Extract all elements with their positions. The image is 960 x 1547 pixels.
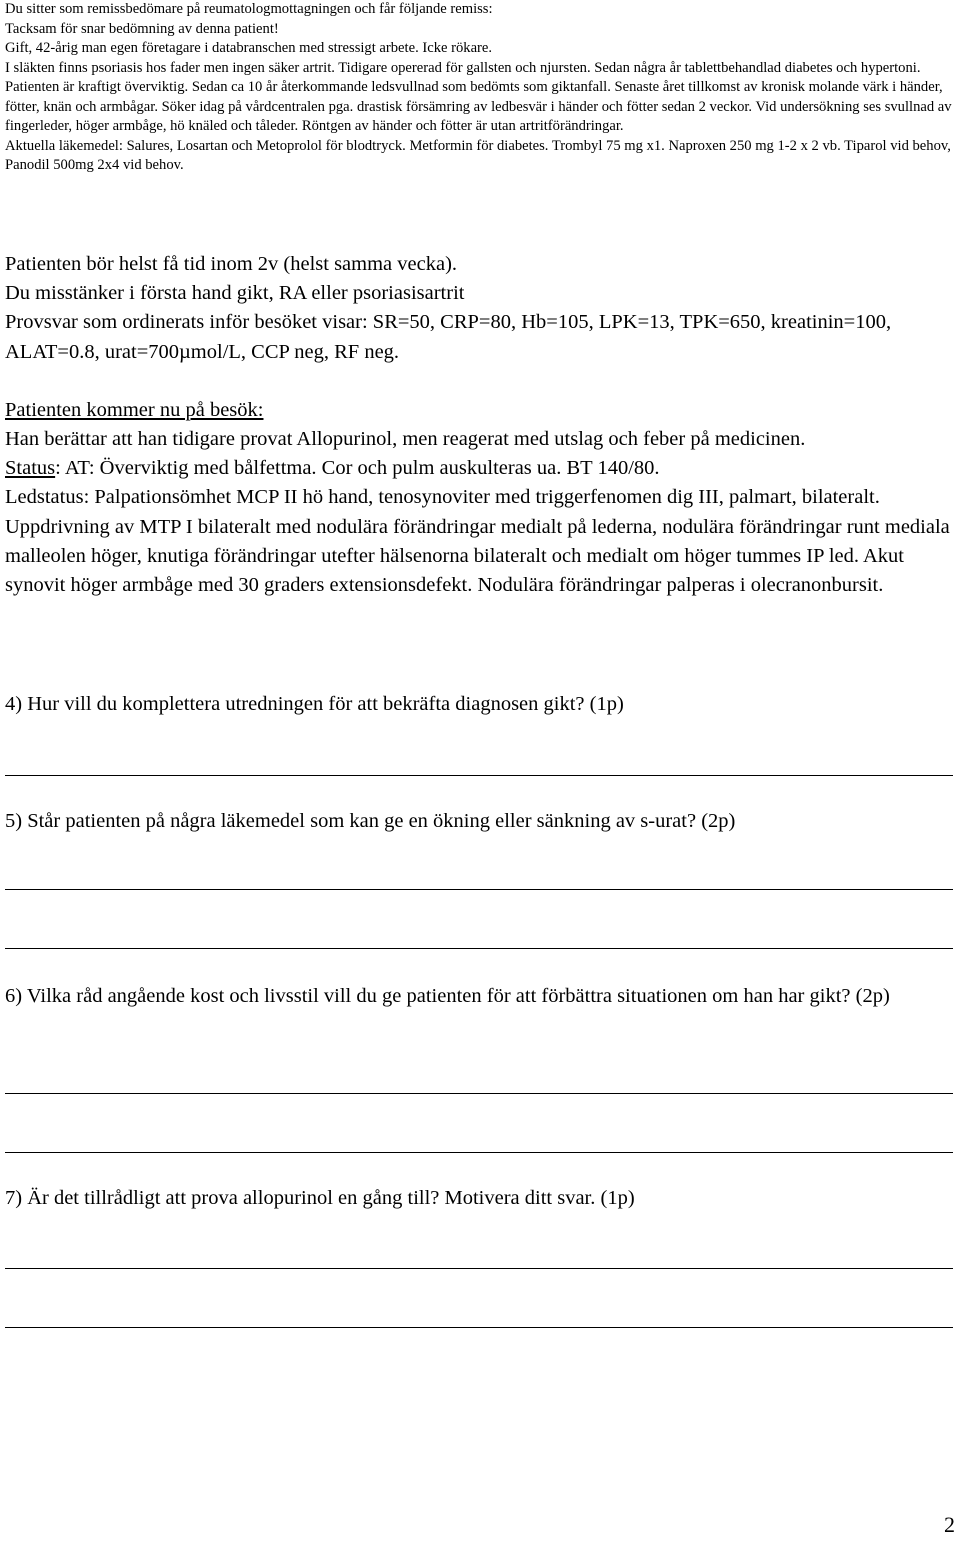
case-description bbox=[5, 250, 955, 600]
status-label: Status bbox=[5, 457, 56, 480]
visit-heading: Patienten kommer nu på besök: bbox=[5, 398, 264, 421]
answer-line[interactable] bbox=[5, 889, 953, 890]
lab-results: Provsvar som ordinerats inför besöket visar: SR=50, CRP=80, Hb=105, LPK=13, TPK=650, kreatinin=100, ALAT=0.8, urat=700µmol/L, CCP neg, RF neg. bbox=[5, 311, 892, 363]
question-6: 6) Vilka råd angående kost och livsstil vill du ge patienten för att förbättra situationen om han har gikt? (2p) bbox=[5, 985, 890, 1007]
answer-line[interactable] bbox=[5, 948, 953, 949]
referral-history: I släkten finns psoriasis hos fader men ingen säker artrit. Tidigare opererad för gallsten och njursten. Sedan några år tablettbehandlad diabetes och hypertoni. Patienten är kraftigt överviktig. Sedan ca 10 år återkommande ledsvullnad som bedömts som giktanfall. Senaste året tillkomst av kronisk molande värk i händer, fötter, knän och armbågar. Söker idag på vårdcentralen pga. drastisk försämring av ledbesvär i händer och fötter sedan 2 veckor. Vid undersökning ses svullnad av fingerleder, höger armbåge, hö knäled och tåleder. Röntgen av händer och fötter är utan artritförändringar. bbox=[5, 59, 952, 134]
referral-intro-line: Gift, 42-årig man egen företagare i databranschen med stressigt arbete. Icke rökare. bbox=[5, 40, 493, 56]
answer-line[interactable] bbox=[5, 1327, 953, 1328]
visit-history: Han berättar att han tidigare provat Allopurinol, men reagerat med utslag och feber på medicinen. bbox=[5, 428, 806, 451]
referral-medications: Aktuella läkemedel: Salures, Losartan och Metoprolol för blodtryck. Metformin för diabetes. Trombyl 75 mg x1. Naproxen 250 mg 1-2 x 2 vb. Tiparol vid behov, Panodil 500mg 2x4 vid behov. bbox=[5, 137, 951, 173]
answer-line[interactable] bbox=[5, 1093, 953, 1094]
answer-line[interactable] bbox=[5, 1268, 953, 1269]
answer-line[interactable] bbox=[5, 775, 953, 776]
status-text: : AT: Överviktig med bålfettma. Cor och pulm auskulteras ua. BT 140/80. bbox=[55, 457, 660, 480]
question-5: 5) Står patienten på några läkemedel som kan ge en ökning eller sänkning av s-urat? (2p) bbox=[5, 810, 736, 832]
differential-diagnosis: Du misstänker i första hand gikt, RA eller psoriasisartrit bbox=[5, 282, 465, 305]
appointment-priority: Patienten bör helst få tid inom 2v (helst samma vecka). bbox=[5, 253, 458, 275]
referral-intro-line: Tacksam för snar bedömning av denna patient! bbox=[5, 20, 279, 37]
referral-text bbox=[5, 0, 955, 176]
joint-status: Ledstatus: Palpationsömhet MCP II hö hand, tenosynoviter med triggerfenomen dig III, palmart, bilateralt. Uppdrivning av MTP I bilateralt med nodulära förändringar medialt på lederna, nodulära förändringar runt mediala malleolen höger, knutiga förändringar utefter hälsenorna bilateralt och medialt om höger tummes IP led. Akut synovit höger armbåge med 30 graders extensionsdefekt. Nodulära förändringar palperas i olecranonbursit. bbox=[5, 486, 950, 597]
status-line bbox=[5, 454, 955, 483]
page-number: 2 bbox=[944, 1512, 955, 1537]
question-4: 4) Hur vill du komplettera utredningen för att bekräfta diagnosen gikt? (1p) bbox=[5, 693, 624, 715]
question-7: 7) Är det tillrådligt att prova allopurinol en gång till? Motivera ditt svar. (1p) bbox=[5, 1187, 635, 1209]
referral-intro-line: Du sitter som remissbedömare på reumatologmottagningen och får följande remiss: bbox=[5, 1, 493, 17]
answer-line[interactable] bbox=[5, 1152, 953, 1153]
